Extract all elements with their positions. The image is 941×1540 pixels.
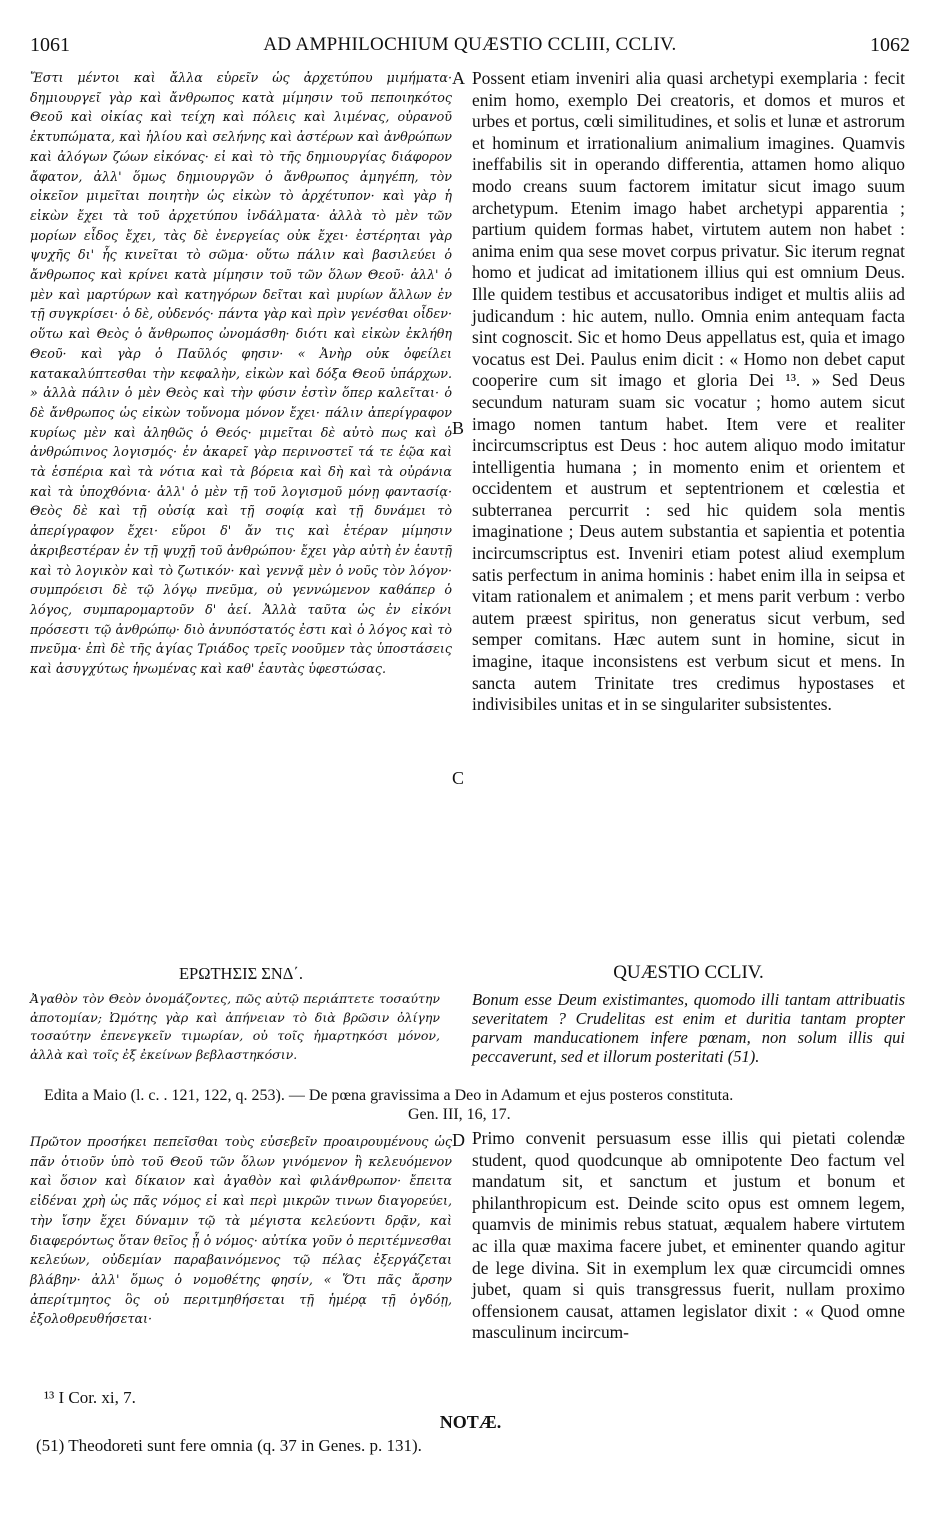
notes-heading: NOTÆ. <box>439 1412 502 1432</box>
margin-mark-a: A <box>452 68 465 88</box>
margin-mark-d: D <box>452 1130 465 1150</box>
latin-question-title: QUÆSTIO CCLIV. <box>613 962 764 983</box>
latin-text-q253: Possent etiam inveniri alia quasi archetypi exemplaria : fecit enim homo, exemplo Dei creatoris, et domos et muros et urbes et portus, cœli similitudines, et solis et lunæ et astrorum et hominum et irrationalium animalium imagines. Quamvis ineffabilis sit in operando differentia, attamen homo aliquo modo creans suum factorem imitatur sicut imago suum archetypum. Etenim imago habet archetypi apparentia ; partium quidem formas habet, virtutem autem non habet : anima enim qua sese movet corpus privatur. Sic iterum regnat homo et judicat ad imitationem illius qui est omnium Deus. Ille quidem testibus et accusatoribus indiget et multis aliis ad judicandum : hic autem, nullo. Omnia enim antequam facta sint cognoscit. Sic et homo Deus appellatus est, quia et imago vocatus est Dei. Paulus enim dicit : « Homo non debet caput cooperire cum sit imago et gloria Dei ¹³. » Sed Deus secundum naturam suam sic vocatur ; homo autem sicut imago nomen tantum habet. Item vere et realiter incircumscriptus est Deus : hoc autem aliquo modo imitatur intelligentia humana ; in momento enim et orientem et occidentem et austrum et septentrionem et cœlestia et subterranea percurrit : sed hic quidem sola mentis imaginatione ; Deus autem substantia et sapientia et potentia incircumscriptus est. Inveniri etiam potest aliud exemplum satis perfectum in anima hominis : habet enim illa in seipsa et vitam rationalem et animalem ; et mens parit verbum : verbo autem præest spiritus, non generatus sicut verbum, sed semper comitans. Hæc autem sunt in homine, sicut in imagine, itaque inconsistens est verbum sicut et mens. In sancta autem Trinitate tres credimus hypostases et indivisibiles unitas et in se singulariter subsistentes. <box>472 68 905 715</box>
latin-column-q253 <box>472 68 905 716</box>
footnote: ¹³ I Cor. xi, 7. <box>44 1388 136 1407</box>
margin-mark-c: C <box>452 768 465 788</box>
edition-note: Edita a Maio (l. c. . 121, 122, q. 253). — De pœna gravissima a Deo in Adamum et ejus posteros constituta. <box>44 1087 734 1104</box>
greek-question-text: Ἀγαθὸν τὸν Θεὸν ὀνομάζοντες, πῶς αὐτῷ περιάπτετε τοσαύτην ἀποτομίαν; Ὠμότης γὰρ καὶ ἀπήνειαν τὸ διὰ βρῶσιν ὀλίγην τοσαύτην ἐπενεγκεῖν τιμωρίαν, οὐ τοῖς ἡμαρτηκόσι μόνον, ἀλλὰ καὶ τοῖς ἐξ ἐκείνων βεβλαστηκόσιν. <box>30 991 440 1062</box>
latin-answer-text: Primo convenit persuasum esse illis qui pietati colendæ student, quod quodcunque ab omnipotente Deo factum vel mandatum sit, et sanctum et justum et bonum et philanthropicum est. Deinde scito opus est omnem legem, quamvis de minimis rebus statuat, æqualem habere virtutem ac illa quæ maxima facere jubet, et eminenter quando agitur de lege divina. Sit in exemplum lex quæ circumcidi omnes jubet, quam si quis transgressus fuerit, nullam proximo offensionem causat, attamen legislator dixit : « Quod omne masculinum incircum- <box>472 1128 905 1343</box>
page-number-left: 1061 <box>30 34 70 56</box>
margin-mark-b: B <box>452 418 465 438</box>
running-head-title: AD AMPHILOCHIUM QUÆSTIO CCLIII, CCLIV. <box>263 34 677 55</box>
latin-question-text: Bonum esse Deum existimantes, quomodo illi tantam attribuatis severitatem ? Crudelitas est enim et duritia tantam propter parvam manducationem infere pœnam, non solum illis qui peccaverunt, sed et illorum posteritati (51). <box>472 990 905 1066</box>
latin-question-q254 <box>472 990 905 1066</box>
note-51: (51) Theodoreti sunt fere omnia (q. 37 in Genes. p. 131). <box>36 1436 422 1455</box>
greek-column-q253 <box>30 68 452 679</box>
greek-question-title: ΕΡΩΤΗΣΙΣ ΣΝΔ΄. <box>178 964 304 983</box>
greek-answer-q254 <box>30 1132 452 1329</box>
scripture-reference: Gen. III, 16, 17. <box>408 1106 511 1123</box>
greek-question-q254 <box>30 990 440 1064</box>
page-number-right: 1062 <box>870 34 910 56</box>
greek-text-q253: Ἔστι μέντοι καὶ ἄλλα εὑρεῖν ὡς ἀρχετύπου μιμήματα· δημιουργεῖ γὰρ καὶ ἄνθρωπος κατὰ μίμησιν τοῦ πεποιηκότος Θεοῦ καὶ οἰκίας καὶ τείχη καὶ πόλεις καὶ λιμένας, οὐρανοῦ ἐκτυπώματα, καὶ ἡλίου καὶ σελήνης καὶ ἀστέρων καὶ ἀνθρώπων καὶ ἀλόγων ζώων εἰκόνας· εἰ καὶ τὸ τῆς δημιουργίας διάφορον ἄφατον, ἀλλ' ὅμως δημιουργῶν ὁ ἄνθρωπος ἀμηγέπη, τὸν οἰκεῖον μιμεῖται ποιητὴν ὡς εἰκὼν τὸ ἀρχέτυπον· καὶ γὰρ ἡ εἰκὼν ἔχει τὰ τοῦ ἀρχετύπου ἰνδάλματα· ἀλλὰ τὸ μὲν τῶν μορίων εἶδος ἔχει, τὰς δὲ ἐνεργείας οὐκ ἔχει· ἐστέρηται γὰρ ψυχῆς δι' ἧς κινεῖται τὸ σῶμα· οὕτω πάλιν καὶ βασιλεύει ὁ ἄνθρωπος καὶ κρίνει κατὰ μίμησιν τοῦ τῶν ὅλων Θεοῦ· ἀλλ' ὁ μὲν καὶ μαρτύρων καὶ κατηγόρων δεῖται καὶ μυρίων ἄλλων ἐν τῇ συγκρίσει· ὁ δὲ, οὐδενός· πάντα γὰρ καὶ πρὶν γενέσθαι οἶδεν· οὕτω καὶ Θεὸς ὁ ἄνθρωπος ὠνομάσθη· διότι καὶ εἰκὼν ἐκλήθη Θεοῦ· καὶ γὰρ ὁ Παῦλός φησιν· « Ἀνὴρ οὐκ ὀφείλει κατακαλύπτεσθαι τὴν κεφαλὴν, εἰκὼν καὶ δόξα Θεοῦ ὑπάρχων. » ἀλλὰ πάλιν ὁ μὲν Θεὸς καὶ τὴν φύσιν ἐστὶν ὅπερ καλεῖται· ὁ δὲ ἄνθρωπος ὡς εἰκὼν τοὔνομα μόνον ἔχει· πάλιν ἀπερίγραφον κυρίως μὲν καὶ ἀληθῶς ὁ Θεός· μιμεῖται δὲ αὐτὸ πως καὶ ὁ ἀνθρώπινος λογισμός· ἐν ἀκαρεῖ γὰρ περινοστεῖ τά τε ἑῷα καὶ τὰ ἑσπέρια καὶ τὰ νότια καὶ τὰ βόρεια καὶ δὴ καὶ τὰ οὐράνια καὶ τὰ ὑποχθόνια· ἀλλ' ὁ μὲν τῇ τοῦ λογισμοῦ μόνῃ φαντασίᾳ· Θεὸς δὲ καὶ τῇ οὐσίᾳ καὶ τῇ σοφίᾳ καὶ τῇ δυνάμει τὸ ἀπερίγραφον ἔχει· εὕροι δ' ἄν τις καὶ ἑτέραν μίμησιν ἀκριβεστέραν ἐν τῇ ψυχῇ τοῦ ἀνθρώπου· ἔχει γὰρ αὐτὴ ἐν ἑαυτῇ καὶ τὸ λογικὸν καὶ τὸ ζωτικόν· καὶ γεννᾷ μὲν ὁ νοῦς τὸν λόγον· συμπρόεισι δὲ τῷ λόγῳ πνεῦμα, οὐ γεννώμενον καθάπερ ὁ λόγος, συμπαρομαρτοῦν δ' ἀεί. Ἀλλὰ ταῦτα ὡς ἐν εἰκόνι πρόσεστι τῷ ἀνθρώπῳ· διὸ ἀνυπόστατός ἐστι καὶ ὁ λόγος καὶ τὸ πνεῦμα· ἐπὶ δὲ τῆς ἁγίας Τριάδος τρεῖς νοοῦμεν τὰς ὑποστάσεις καὶ ἀσυγχύτως ἡνωμένας καὶ καθ' ἑαυτὰς ὑφεστώσας. <box>30 70 452 677</box>
running-header <box>30 34 910 56</box>
greek-answer-text: Πρῶτον προσήκει πεπεῖσθαι τοὺς εὐσεβεῖν προαιρουμένους ὡς πᾶν ὁτιοῦν ὑπὸ τοῦ Θεοῦ τῶν ὅλων γινόμενον ἢ κελευόμενον καὶ ὅσιον καὶ δίκαιον καὶ ἀγαθὸν καὶ φιλάνθρωπον· ἔπειτα εἰδέναι χρὴ ὡς πᾶς νόμος εἰ καὶ περὶ μικρῶν τινων διαγορεύει, τὴν ἴσην ἔχει δύναμιν τῷ τὰ μέγιστα κελεύοντι δρᾷν, καὶ διαφερόντως ὅταν θεῖος ᾖ ὁ νόμος· αὐτίκα γοῦν ὁ περιτέμνεσθαι κελεύων, οὐδεμίαν παραβαινόμενος τῷ πέλας ἐξεργάζεται βλάβην· ἀλλ' ὅμως ὁ νομοθέτης φησίν, « Ὅτι πᾶς ἄρσην ἀπερίτμητος ὃς οὐ περιτμηθήσεται τῇ ἡμέρᾳ τῇ ὀγδόῃ, ἐξολοθρευθήσεται· <box>30 1134 452 1327</box>
latin-answer-q254 <box>472 1128 905 1344</box>
